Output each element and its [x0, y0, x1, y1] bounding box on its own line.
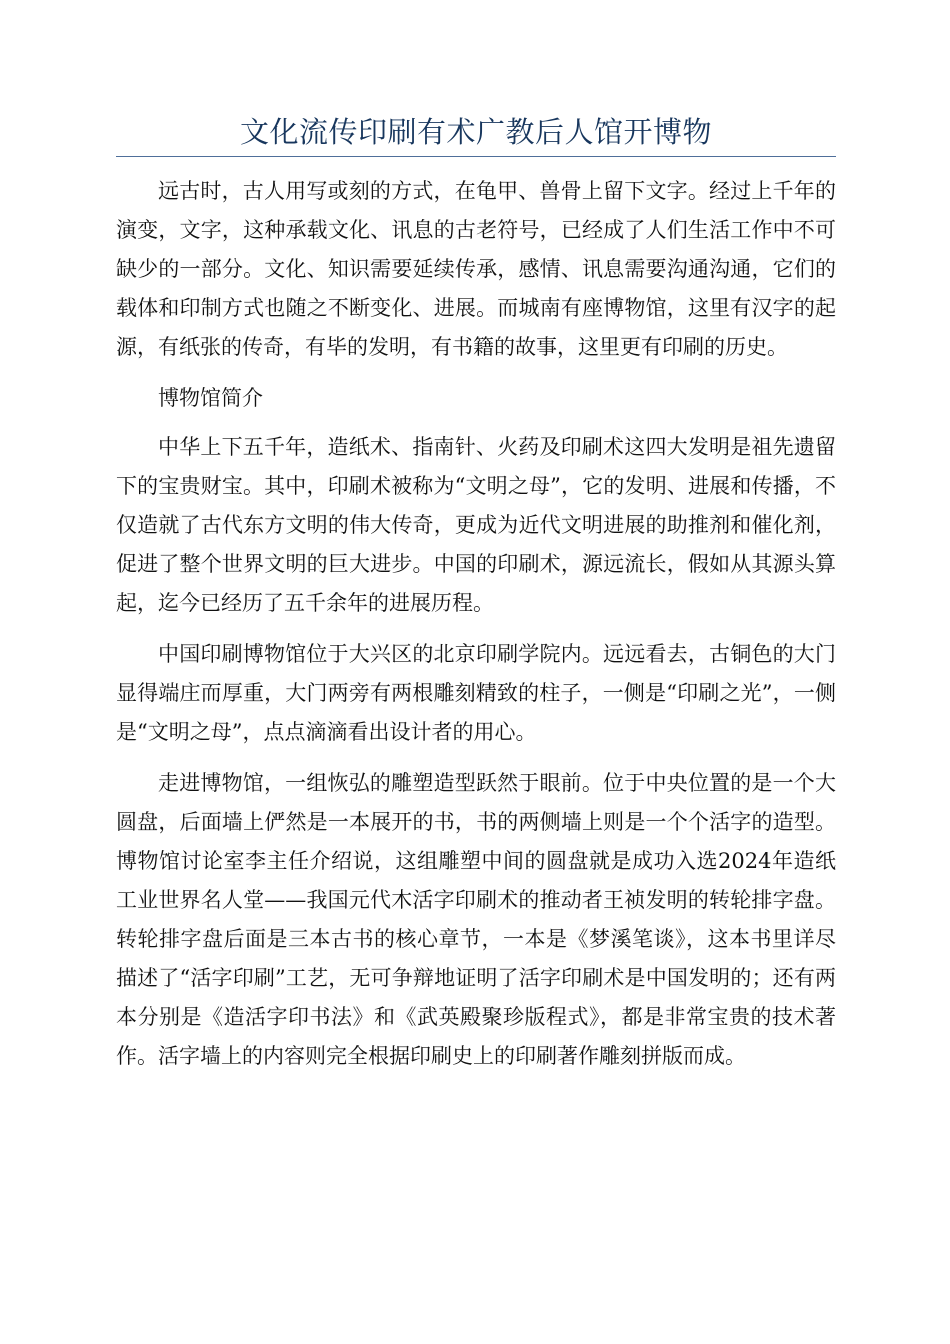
paragraph-four-inventions: 中华上下五千年，造纸术、指南针、火药及印刷术这四大发明是祖先遗留下的宝贵财宝。其中，印刷术被称为“文明之母”，它的发明、进展和传播，不仅造就了古代东方文明的伟大传奇，更成为近代文明进展的助推剂和催化剂，促进了整个世界文明的巨大进步。中国的印刷术，源远流长，假如从其源头算起，迄今已经历了五千余年的进展历程。 — [116, 435, 836, 615]
paragraph-intro: 远古时，古人用写或刻的方式，在龟甲、兽骨上留下文字。经过上千年的演变，文字，这种承载文化、讯息的古老符号，已经成了人们生活工作中不可缺少的一部分。文化、知识需要延续传承，感情、讯息需要沟通沟通，它们的载体和印制方式也随之不断变化、进展。而城南有座博物馆，这里有汉字的起源，有纸张的传奇，有毕的发明，有书籍的故事，这里更有印刷的历史。 — [116, 179, 836, 359]
page-title: 文化流传印刷有术广教后人馆开博物 — [239, 115, 712, 149]
document-body — [116, 172, 836, 1088]
paragraph-museum-location: 中国印刷博物馆位于大兴区的北京印刷学院内。远远看去，古铜色的大门显得端庄而厚重，大门两旁有两根雕刻精致的柱子，一侧是“印刷之光”，一侧是“文明之母”，点点滴滴看出设计者的用心。 — [116, 642, 836, 744]
section-heading-museum-intro: 博物馆简介 — [158, 386, 263, 410]
paragraph-sculpture: 走进博物馆，一组恢弘的雕塑造型跃然于眼前。位于中央位置的是一个大圆盘，后面墙上俨然是一本展开的书，书的两侧墙上则是一个个活字的造型。博物馆讨论室李主任介绍说，这组雕塑中间的圆盘就是成功入选2024年造纸工业世界名人堂——我国元代木活字印刷术的推动者王祯发明的转轮排字盘。转轮排字盘后面是三本古书的核心章节，一本是《梦溪笔谈》，这本书里详尽描述了“活字印刷”工艺，无可争辩地证明了活字印刷术是中国发明的；还有两本分别是《造活字印书法》和《武英殿聚珍版程式》，都是非常宝贵的技术著作。活字墙上的内容则完全根据印刷史上的印刷著作雕刻拼版而成。 — [116, 771, 836, 1068]
title-underline-block — [116, 108, 836, 157]
